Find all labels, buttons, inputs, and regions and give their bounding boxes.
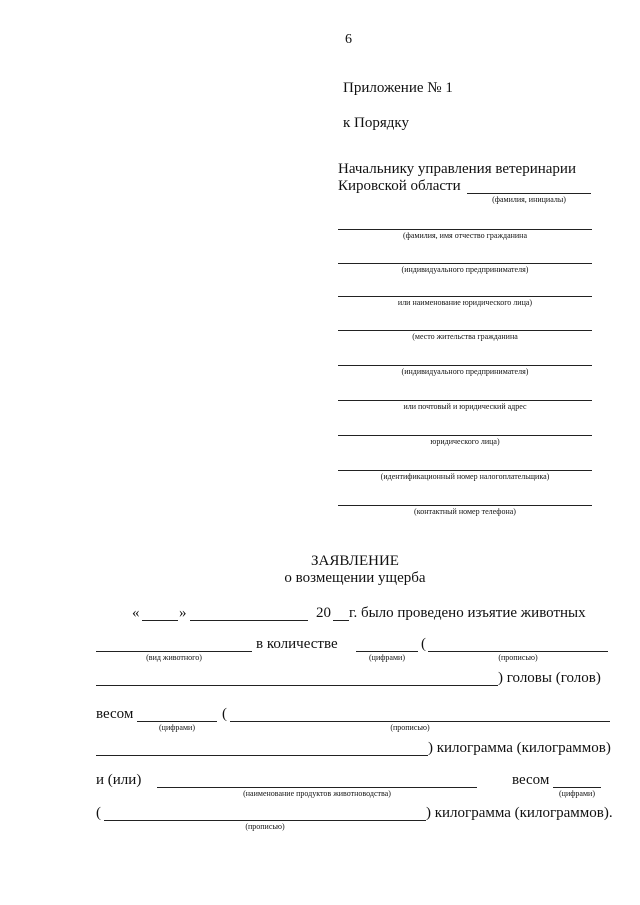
field-caption: (фамилия, имя отчество гражданина (402, 231, 528, 240)
weight-label: весом (96, 706, 134, 722)
kilograms-label-final: ) килограмма (килограммов). (426, 805, 613, 821)
products-weight-words-line[interactable] (104, 820, 426, 821)
field-caption: юридического лица) (430, 437, 500, 446)
products-weight-label: весом (512, 772, 550, 788)
field-caption: (индивидуального предпринимателя) (401, 367, 529, 376)
field-line[interactable] (338, 400, 592, 401)
weight-words-caption: (прописью) (390, 723, 430, 732)
day-line[interactable] (142, 620, 178, 621)
products-weight-digits-line[interactable] (553, 787, 601, 788)
appendix-number: Приложение № 1 (343, 80, 453, 96)
field-line[interactable] (338, 296, 592, 297)
products-line[interactable] (157, 787, 477, 788)
addressee-caption: (фамилия, инициалы) (492, 195, 566, 204)
weight-words-line-cont[interactable] (96, 755, 428, 756)
open-paren: ( (222, 706, 227, 722)
weight-words-line[interactable] (230, 721, 610, 722)
field-caption: или наименование юридического лица) (397, 298, 533, 307)
field-line[interactable] (338, 470, 592, 471)
close-quote: » (179, 605, 187, 621)
page-number: 6 (345, 32, 352, 47)
field-caption: (идентификационный номер налогоплательщика) (380, 472, 550, 481)
addressee-title: Начальнику управления ветеринарии (338, 161, 576, 177)
appendix-order: к Порядку (343, 115, 409, 131)
products-caption: (наименование продуктов животноводства) (243, 789, 391, 798)
field-caption: или почтовый и юридический адрес (403, 402, 527, 411)
field-line[interactable] (338, 229, 592, 230)
field-line[interactable] (338, 330, 592, 331)
field-line[interactable] (338, 505, 592, 506)
field-line[interactable] (338, 263, 592, 264)
field-caption: (индивидуального предпринимателя) (401, 265, 529, 274)
field-caption: (контактный номер телефона) (414, 507, 516, 516)
addressee-name-line[interactable] (467, 193, 591, 194)
year-line[interactable] (333, 620, 349, 621)
month-line[interactable] (190, 620, 308, 621)
quantity-digits-line[interactable] (356, 651, 418, 652)
open-paren: ( (421, 636, 426, 652)
seizure-text: г. было проведено изъятие животных (349, 605, 586, 621)
field-line[interactable] (338, 365, 592, 366)
field-caption: (место жительства гражданина (412, 332, 518, 341)
document-subtitle: о возмещении ущерба (284, 570, 426, 586)
quantity-digits-caption: (цифрами) (369, 653, 405, 662)
weight-digits-caption: (цифрами) (159, 723, 195, 732)
quantity-label: в количестве (256, 636, 338, 652)
year-prefix: 20 (316, 605, 331, 621)
open-quote: « (132, 605, 140, 621)
and-or-label: и (или) (96, 772, 142, 788)
animal-type-caption: (вид животного) (146, 653, 202, 662)
open-paren: ( (96, 805, 101, 821)
addressee-region: Кировской области (338, 178, 461, 194)
quantity-words-line[interactable] (428, 651, 608, 652)
heads-label: ) головы (голов) (498, 670, 601, 686)
products-weight-digits-caption: (цифрами) (559, 789, 595, 798)
kilograms-label: ) килограмма (килограммов) (428, 740, 611, 756)
field-line[interactable] (338, 435, 592, 436)
document-title: ЗАЯВЛЕНИЕ (311, 553, 399, 569)
products-weight-words-caption: (прописью) (245, 822, 285, 831)
quantity-words-caption: (прописью) (498, 653, 538, 662)
animal-type-line[interactable] (96, 651, 252, 652)
quantity-words-line-cont[interactable] (96, 685, 498, 686)
weight-digits-line[interactable] (137, 721, 217, 722)
